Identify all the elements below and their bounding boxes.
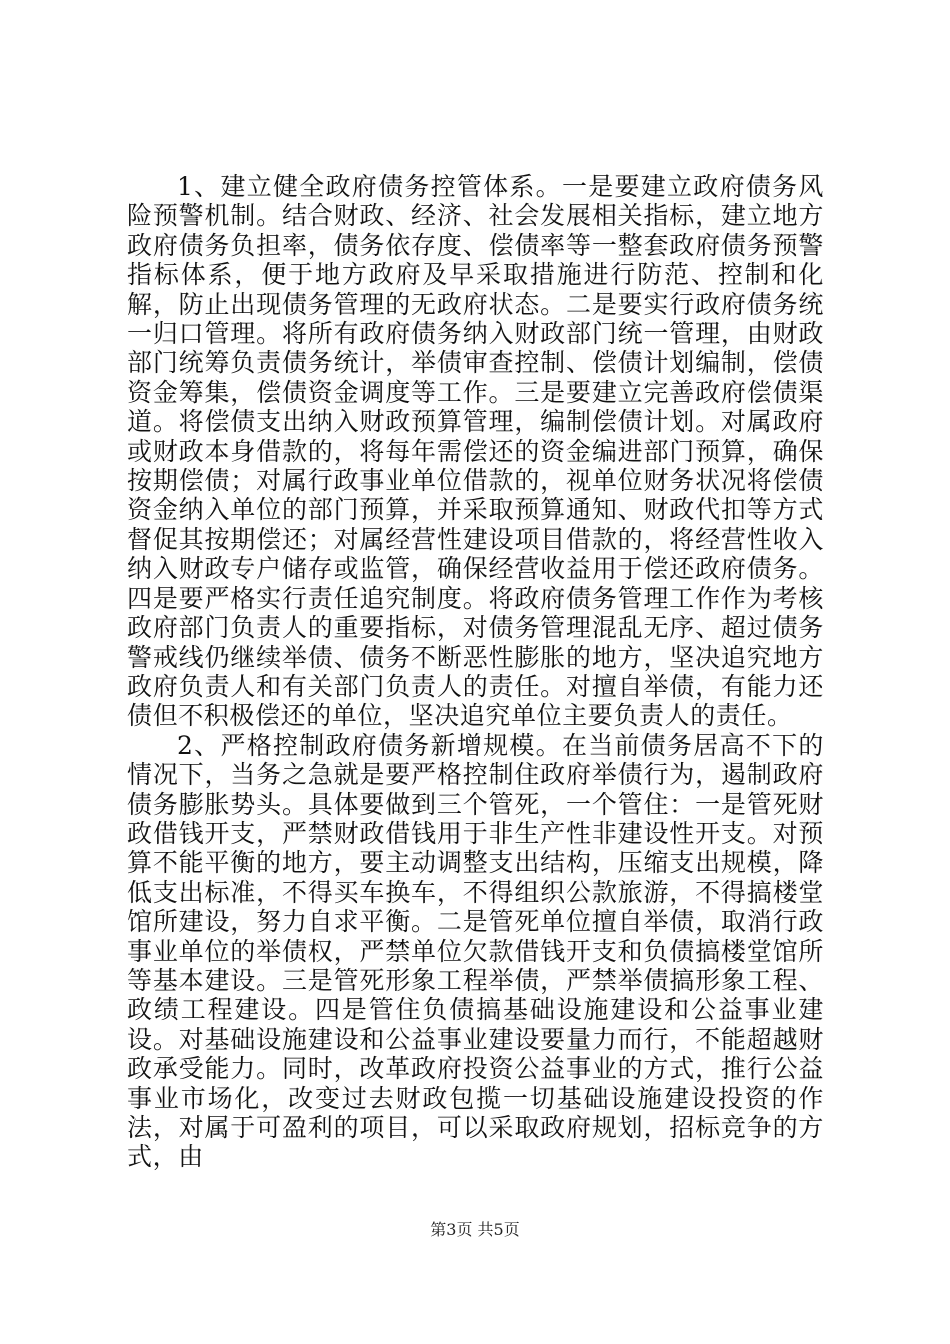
document-body <box>127 172 824 1172</box>
paragraph-2: 2、严格控制政府债务新增规模。在当前债务居高不下的情况下，当务之急就是要严格控制住政府举债行为，遏制政府债务膨胀势头。具体要做到三个管死，一个管住：一是管死财政借钱开支，严禁财政借钱用于非生产性非建设性开支。对预算不能平衡的地方，要主动调整支出结构，压缩支出规模，降低支出标准，不得买车换车，不得组织公款旅游，不得搞楼堂馆所建设，努力自求平衡。二是管死单位擅自举债，取消行政事业单位的举债权，严禁单位欠款借钱开支和负债搞楼堂馆所等基本建设。三是管死形象工程举债，严禁举债搞形象工程、政绩工程建设。四是管住负债搞基础设施建设和公益事业建设。对基础设施建设和公益事业建设要量力而行，不能超越财政承受能力。同时，改革政府投资公益事业的方式，推行公益事业市场化，改变过去财政包揽一切基础设施建设投资的作法，对属于可盈利的项目，可以采取政府规划，招标竞争的方式，由 <box>127 730 824 1172</box>
page-number-footer: 第3页 共5页 <box>430 1220 520 1239</box>
paragraph-1: 1、建立健全政府债务控管体系。一是要建立政府债务风险预警机制。结合财政、经济、社会发展相关指标，建立地方政府债务负担率，债务依存度、偿债率等一整套政府债务预警指标体系，便于地方政府及早采取措施进行防范、控制和化解，防止出现债务管理的无政府状态。二是要实行政府债务统一归口管理。将所有政府债务纳入财政部门统一管理，由财政部门统筹负责债务统计，举债审查控制、偿债计划编制，偿债资金筹集，偿债资金调度等工作。三是要建立完善政府偿债渠道。将偿债支出纳入财政预算管理，编制偿债计划。对属政府或财政本身借款的，将每年需偿还的资金编进部门预算，确保按期偿债；对属行政事业单位借款的，视单位财务状况将偿债资金纳入单位的部门预算，并采取预算通知、财政代扣等方式督促其按期偿还；对属经营性建设项目借款的，将经营性收入纳入财政专户储存或监管，确保经营收益用于偿还政府债务。四是要严格实行责任追究制度。将政府债务管理工作作为考核政府部门负责人的重要指标，对债务管理混乱无序、超过债务警戒线仍继续举债、债务不断恶性膨胀的地方，坚决追究地方政府负责人和有关部门负责人的责任。对擅自举债，有能力还债但不积极偿还的单位，坚决追究单位主要负责人的责任。 <box>127 172 824 731</box>
